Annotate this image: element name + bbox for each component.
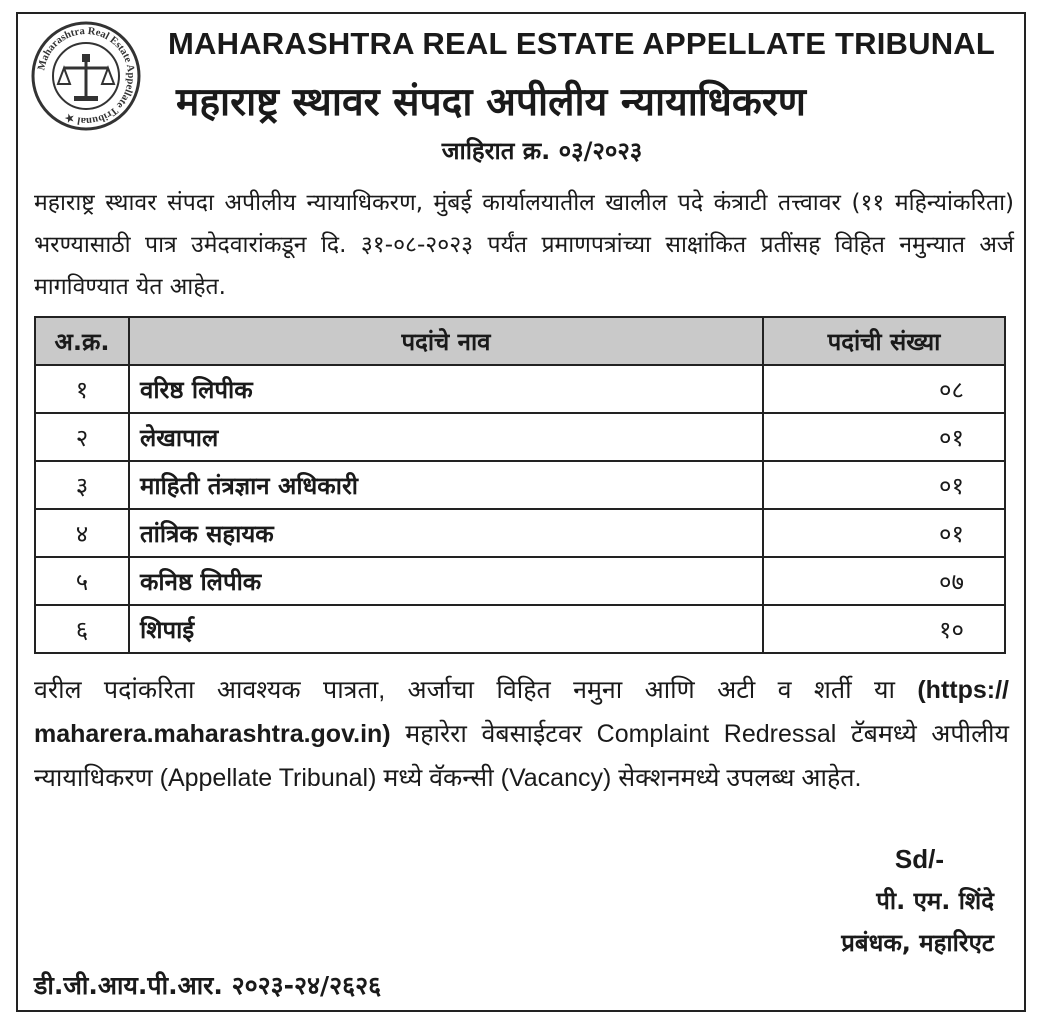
signatory-designation: प्रबंधक, महारिएट xyxy=(841,929,994,957)
row-serial-no: ४ xyxy=(35,509,129,557)
table-row xyxy=(35,605,1005,653)
row-serial-no: ६ xyxy=(35,605,129,653)
svg-text:Maharashtra Real Estate Appell: Maharashtra Real Estate Appellate Tribunal ★ xyxy=(36,25,137,127)
header-serial-no: अ.क्र. xyxy=(35,317,129,365)
header-post-name: पदांचे नाव xyxy=(129,317,763,365)
table-row xyxy=(35,365,1005,413)
table-row xyxy=(35,509,1005,557)
title-english: MAHARASHTRA REAL ESTATE APPELLATE TRIBUNAL xyxy=(168,26,996,61)
eligibility-note xyxy=(34,668,1009,800)
row-post-name: लेखापाल xyxy=(129,413,763,461)
table-header-row xyxy=(35,317,1005,365)
row-serial-no: ३ xyxy=(35,461,129,509)
tribunal-seal-logo xyxy=(30,20,142,132)
row-post-count: ०७ xyxy=(763,557,1005,605)
header-post-count: पदांची संख्या xyxy=(763,317,1005,365)
row-post-name: वरिष्ठ लिपीक xyxy=(129,365,763,413)
row-serial-no: २ xyxy=(35,413,129,461)
table-row xyxy=(35,413,1005,461)
table-row xyxy=(35,557,1005,605)
posts-table xyxy=(34,316,1006,654)
signature-block xyxy=(841,838,994,964)
row-post-count: ०८ xyxy=(763,365,1005,413)
row-post-count: ०१ xyxy=(763,461,1005,509)
advertisement-number: जाहिरात क्र. ०३/२०२३ xyxy=(441,137,643,165)
title-marathi: महाराष्ट्र स्थावर संपदा अपीलीय न्यायाधिकरण xyxy=(176,80,806,125)
website-link[interactable]: (https:// maharera.maharashtra.gov.in) xyxy=(34,676,1009,748)
row-post-count: ०१ xyxy=(763,509,1005,557)
signed-mark: Sd/- xyxy=(894,844,944,874)
intro-paragraph: महाराष्ट्र स्थावर संपदा अपीलीय न्यायाधिकरण, मुंबई कार्यालयातील खालील पदे कंत्राटी तत्त्वावर (११ महिन्यांकरिता) भरण्यासाठी पात्र उमेदवारांकडून दि. ३१-०८-२०२३ पर्यंत प्रमाणपत्रांच्या साक्षांकित प्रतींसह विहित नमुन्यात अर्ज मागविण्यात येत आहेत. xyxy=(34,190,1014,300)
row-post-count: १० xyxy=(763,605,1005,653)
signatory-name: पी. एम. शिंदे xyxy=(876,887,994,915)
row-post-name: तांत्रिक सहायक xyxy=(129,509,763,557)
row-serial-no: ५ xyxy=(35,557,129,605)
row-post-name: कनिष्ठ लिपीक xyxy=(129,557,763,605)
dgipr-reference: डी.जी.आय.पी.आर. २०२३-२४/२६२६ xyxy=(34,971,382,1000)
note-text-end: महारेरा वेबसाईटवर Complaint Redressal टॅबमध्ये अपीलीय न्यायाधिकरण (Appellate Tribunal) मध्ये वॅकन्सी (Vacancy) सेक्शनमध्ये उपलब्ध आहेत. xyxy=(34,720,1009,792)
table-row xyxy=(35,461,1005,509)
row-post-count: ०१ xyxy=(763,413,1005,461)
row-post-name: शिपाई xyxy=(129,605,763,653)
note-text-start: वरील पदांकरिता आवश्यक पात्रता, अर्जाचा विहित नमुना आणि अटी व शर्ती या xyxy=(34,676,895,704)
row-serial-no: १ xyxy=(35,365,129,413)
row-post-name: माहिती तंत्रज्ञान अधिकारी xyxy=(129,461,763,509)
